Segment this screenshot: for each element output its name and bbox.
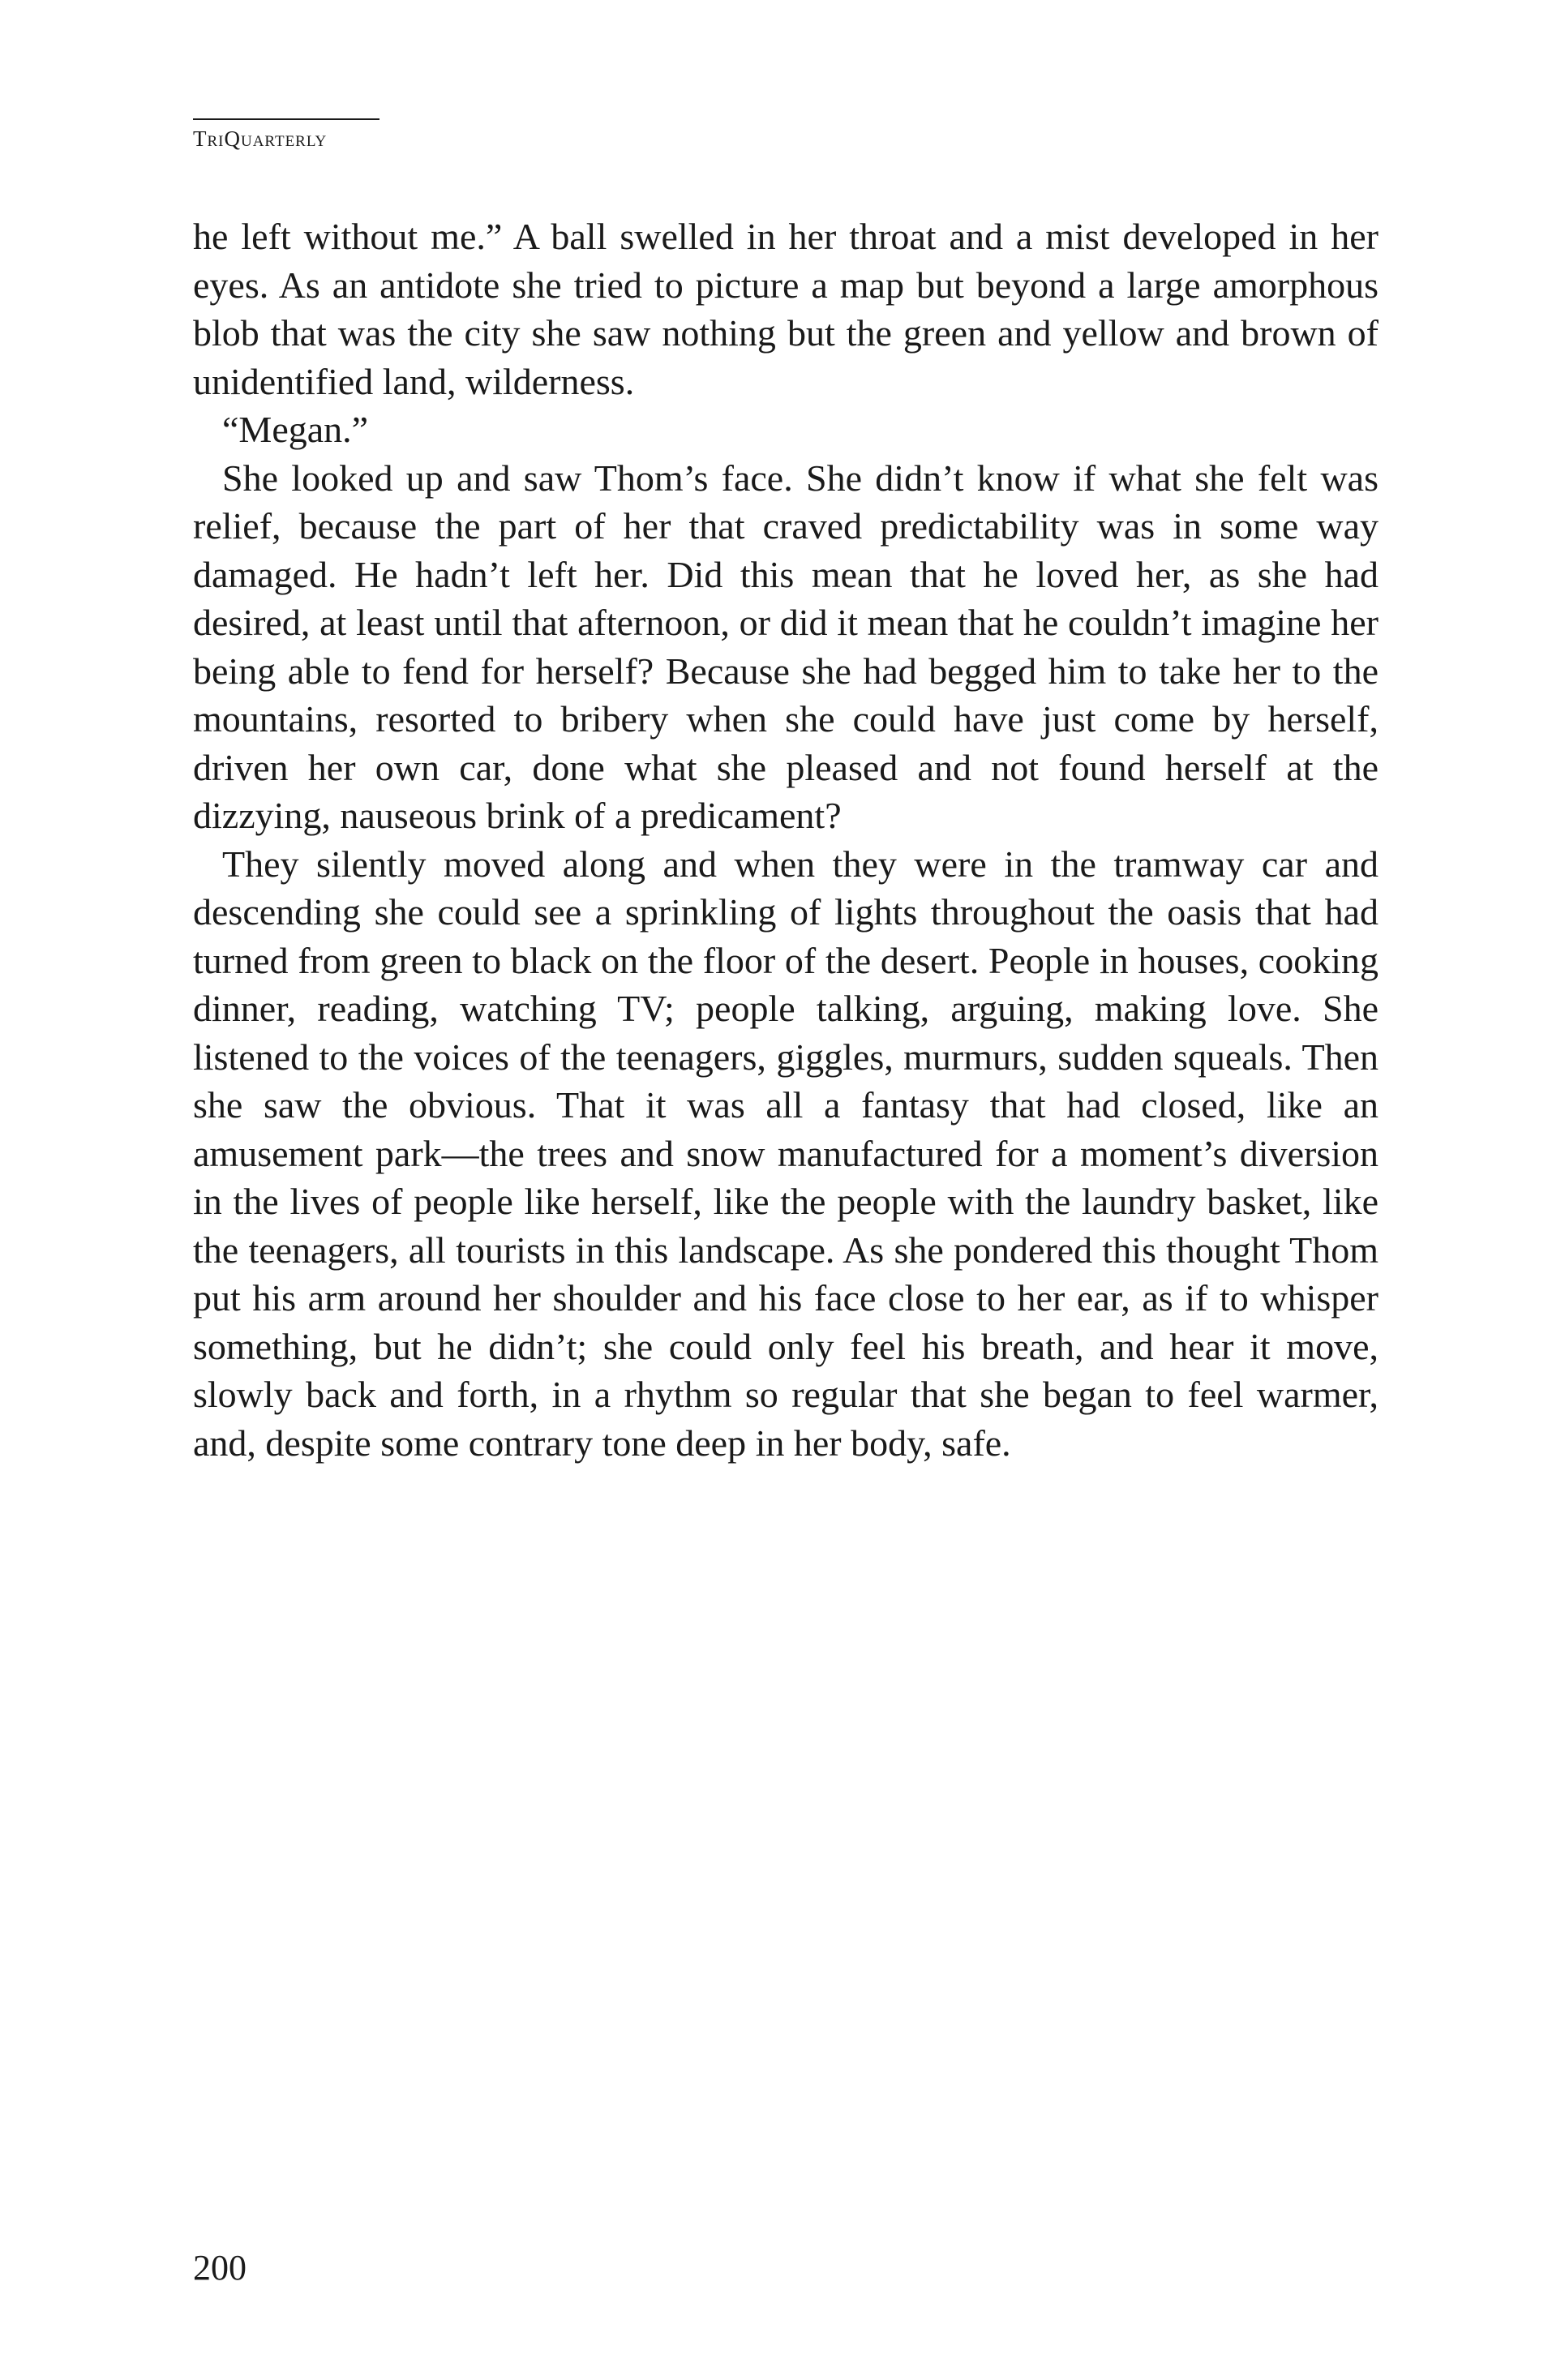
running-head: TriQuarterly <box>193 118 379 151</box>
paragraph: “Megan.” <box>222 409 369 450</box>
body-text <box>193 212 1378 1467</box>
paragraph: he left without me.” A ball swelled in her throat and a mist developed in her eyes. As an antidote she tried to picture a map but beyond a large amorphous blob that was the city she saw nothing but the green and yellow and brown of unidentified land, wilderness. <box>193 216 1378 402</box>
paragraph: They silently moved along and when they were in the tramway car and descending she could see a sprinkling of lights throughout the oasis that had turned from green to black on the floor of the desert. People in houses, cooking dinner, reading, watching TV; people talking, arguing, making love. She listened to the voices of the teenagers, giggles, murmurs, sudden squeals. Then she saw the obvious. That it was all a fantasy that had closed, like an amusement park—the trees and snow manufactured for a moment’s diversion in the lives of people like herself, like the people with the laundry basket, like the teenagers, all tourists in this landscape. As she pondered this thought Thom put his arm around her shoulder and his face close to her ear, as if to whisper something, but he didn’t; she could only feel his breath, and hear it move, slowly back and forth, in a rhythm so regular that she began to feel warmer, and, despite some contrary tone deep in her body, safe. <box>193 843 1378 1464</box>
page-number: 200 <box>193 2248 247 2288</box>
paragraph: She looked up and saw Thom’s face. She didn’t know if what she felt was relief, because the part of her that craved predictability was in some way damaged. He hadn’t left her. Did this mean that he loved her, as she had desired, at least until that afternoon, or did it mean that he couldn’t imagine her being able to fend for herself? Because she had begged him to take her to the mountains, resorted to bribery when she could have just come by herself, driven her own car, done what she pleased and not found herself at the dizzying, nauseous brink of a predicament? <box>193 457 1378 836</box>
